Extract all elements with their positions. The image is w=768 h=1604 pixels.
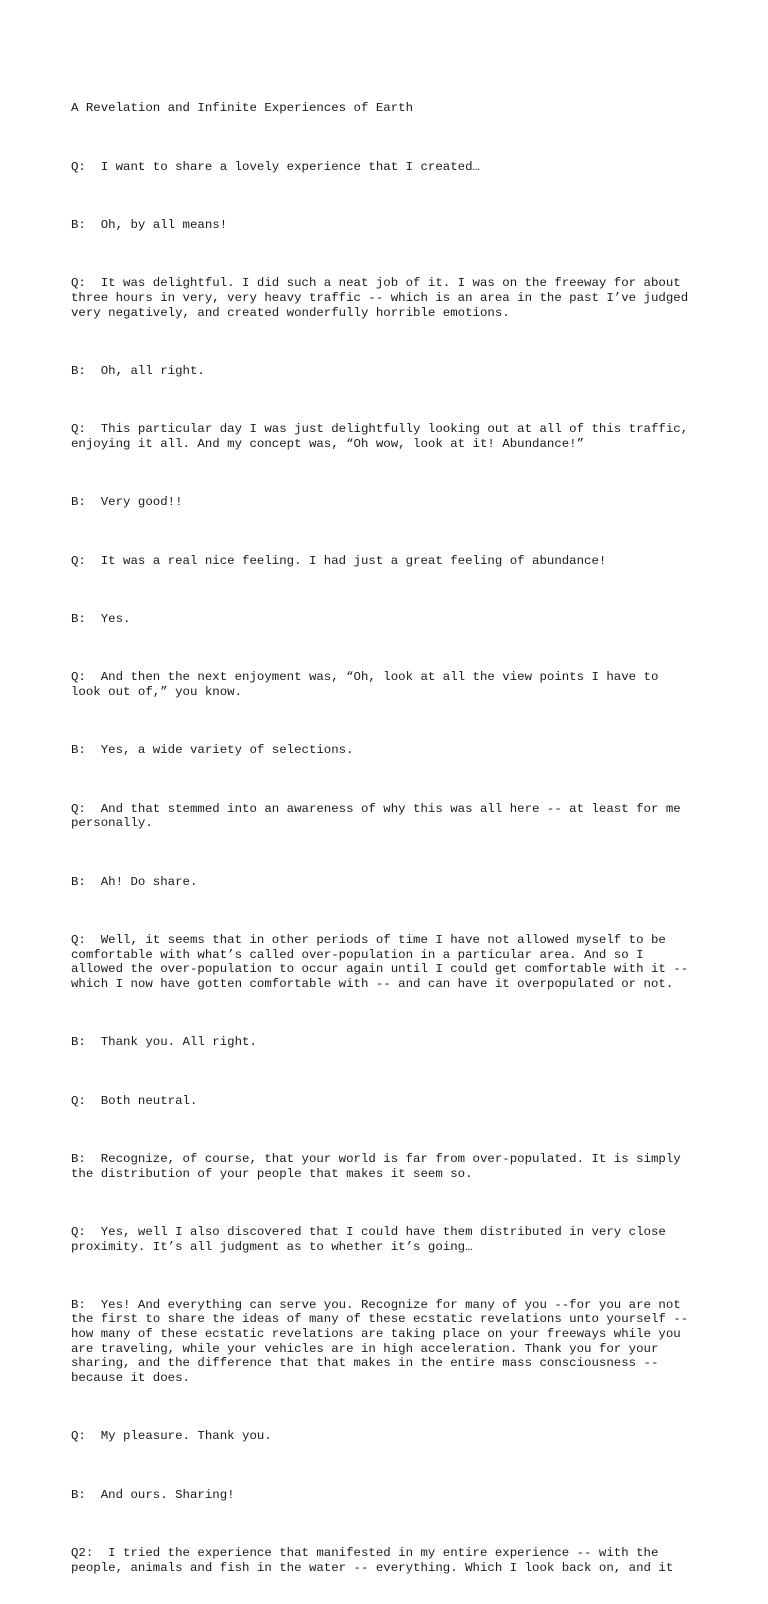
paragraph: Q2: I tried the experience that manifested in my entire experience -- with the people, animals and fish in the water -- everything. Which I look back on, and it: [71, 1545, 674, 1575]
paragraph: B: Oh, by all means!: [71, 217, 228, 232]
document-page: [71, 72, 711, 1604]
paragraph: B: Ah! Do share.: [71, 874, 198, 889]
paragraph: B: Thank you. All right.: [71, 1035, 257, 1050]
paragraph: B: Yes, a wide variety of selections.: [71, 743, 354, 758]
document-title: A Revelation and Infinite Experiences of Earth: [71, 101, 414, 116]
paragraph: Q: It was a real nice feeling. I had just a great feeling of abundance!: [71, 553, 607, 568]
paragraph: B: And ours. Sharing!: [71, 1487, 235, 1502]
paragraph: B: Yes.: [71, 611, 131, 626]
paragraph: Q: And then the next enjoyment was, “Oh, look at all the view points I have to look out of,” you know.: [71, 670, 659, 699]
paragraph: B: Very good!!: [71, 495, 183, 510]
paragraph: B: Yes! And everything can serve you. Recognize for many of you --for you are not the first to share the ideas of many of these ecstatic revelations unto yourself -- how many of these ecstatic revelations are taking place on your freeways while you are traveling, while your vehicles are in high acceleration. Thank you for your sharing, and the difference that that makes in the entire mass consciousness -- because it does.: [71, 1297, 689, 1385]
paragraph: Q: I want to share a lovely experience that I created…: [71, 159, 480, 174]
paragraph: B: Recognize, of course, that your world is far from over-populated. It is simply the distribution of your people that makes it seem so.: [71, 1151, 681, 1181]
paragraph: Q: Yes, well I also discovered that I could have them distributed in very close proximity. It’s all judgment as to whether it’s going…: [71, 1224, 666, 1254]
paragraph: Q: This particular day I was just delightfully looking out at all of this traffic, enjoying it all. And my concept was, “Oh wow, look at it! Abundance!”: [71, 422, 689, 451]
paragraph: Q: It was delightful. I did such a neat job of it. I was on the freeway for about three hours in very, very heavy traffic -- which is an area in the past I’ve judged very negatively, and created wonderfully horrible emotions.: [71, 276, 689, 320]
paragraph: Q: Well, it seems that in other periods of time I have not allowed myself to be comfortable with what’s called over-population in a particular area. And so I allowed the over-population to occur again until I could get comfortable with it -- which I now have gotten comfortable with -- and can have it overpopulated or not.: [71, 933, 689, 991]
paragraph: Q: Both neutral.: [71, 1093, 198, 1108]
paragraph: Q: My pleasure. Thank you.: [71, 1429, 272, 1444]
paragraph: B: Oh, all right.: [71, 363, 205, 378]
paragraph: Q: And that stemmed into an awareness of why this was all here -- at least for me personally.: [71, 801, 681, 831]
